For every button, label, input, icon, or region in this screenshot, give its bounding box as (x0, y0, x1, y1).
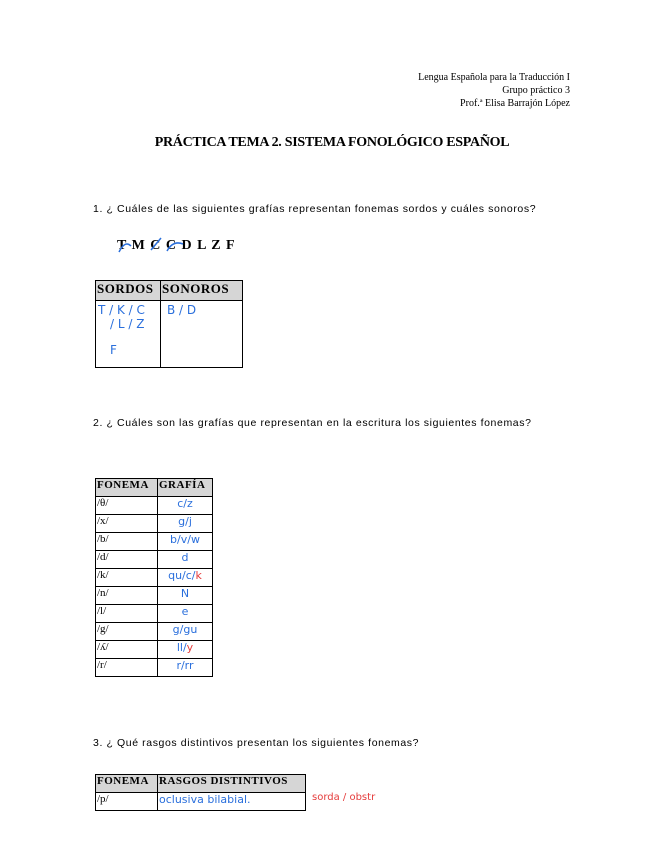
grafia-cell: b/v/w (158, 533, 213, 551)
sonoros-value: B / D (167, 303, 197, 317)
table-row (96, 659, 213, 677)
sonoros-cell (161, 301, 243, 368)
grafia-cell: e (158, 605, 213, 623)
grafia-cell: g/gu (158, 623, 213, 641)
header-fonema: FONEMA (96, 479, 158, 497)
group-name: Grupo práctico 3 (502, 85, 570, 96)
sordos-sonoros-table (95, 280, 243, 368)
grafia-cell: g/j (158, 515, 213, 533)
fonema-cell: /x/ (96, 515, 158, 533)
table-row (96, 569, 213, 587)
rasgos-cell: oclusiva bilabial. (158, 793, 306, 811)
table-row (96, 641, 213, 659)
fonema-cell: /r/ (96, 659, 158, 677)
table-row (96, 533, 213, 551)
grafia-cell: N (158, 587, 213, 605)
grafia-cell: d (158, 551, 213, 569)
handwritten-note: sorda / obstr (312, 792, 376, 803)
table-row (96, 793, 306, 811)
fonema-cell: /k/ (96, 569, 158, 587)
fonema-cell: /θ/ (96, 497, 158, 515)
header-fonema: FONEMA (96, 775, 158, 793)
sordos-line-2: / L / Z (110, 317, 145, 331)
header-grafia: GRAFÍA (158, 479, 213, 497)
fonema-cell: /d/ (96, 551, 158, 569)
question-2: 2. ¿ Cuáles son las grafías que representan en la escritura los siguientes fonemas? (93, 417, 532, 429)
question-3: 3. ¿ Qué rasgos distintivos presentan los siguientes fonemas? (93, 737, 420, 749)
grafia-cell: qu/c/k (158, 569, 213, 587)
page-title: PRÁCTICA TEMA 2. SISTEMA FONOLÓGICO ESPAÑOL (154, 135, 510, 150)
fonema-cell: /g/ (96, 623, 158, 641)
table-row (96, 551, 213, 569)
grafia-cell: ll/y (158, 641, 213, 659)
fonema-cell: /p/ (96, 793, 158, 811)
header-rasgos: RASGOS DISTINTIVOS (158, 775, 306, 793)
handwritten-marks (117, 236, 187, 256)
table-row (96, 515, 213, 533)
rasgos-table (95, 774, 306, 811)
question-1-letters: T M C C D L Z F (117, 238, 236, 253)
course-header (418, 71, 570, 110)
fonema-grafia-table (95, 478, 213, 677)
header-sordos: SORDOS (96, 281, 161, 301)
professor-name: Prof.ª Elisa Barrajón López (460, 98, 570, 109)
fonema-cell: /ʎ/ (96, 641, 158, 659)
header-sonoros: SONOROS (161, 281, 243, 301)
course-name: Lengua Española para la Traducción I (418, 72, 570, 83)
table-row (96, 497, 213, 515)
fonema-cell: /b/ (96, 533, 158, 551)
sordos-cell (96, 301, 161, 368)
question-1: 1. ¿ Cuáles de las siguientes grafías representan fonemas sordos y cuáles sonoros? (93, 203, 537, 215)
table-row (96, 623, 213, 641)
grafia-cell: c/z (158, 497, 213, 515)
sordos-line-3: F (110, 343, 117, 357)
table-row (96, 605, 213, 623)
sordos-line-1: T / K / C (98, 303, 145, 317)
fonema-cell: /n/ (96, 587, 158, 605)
table-row (96, 587, 213, 605)
grafia-cell: r/rr (158, 659, 213, 677)
fonema-cell: /l/ (96, 605, 158, 623)
